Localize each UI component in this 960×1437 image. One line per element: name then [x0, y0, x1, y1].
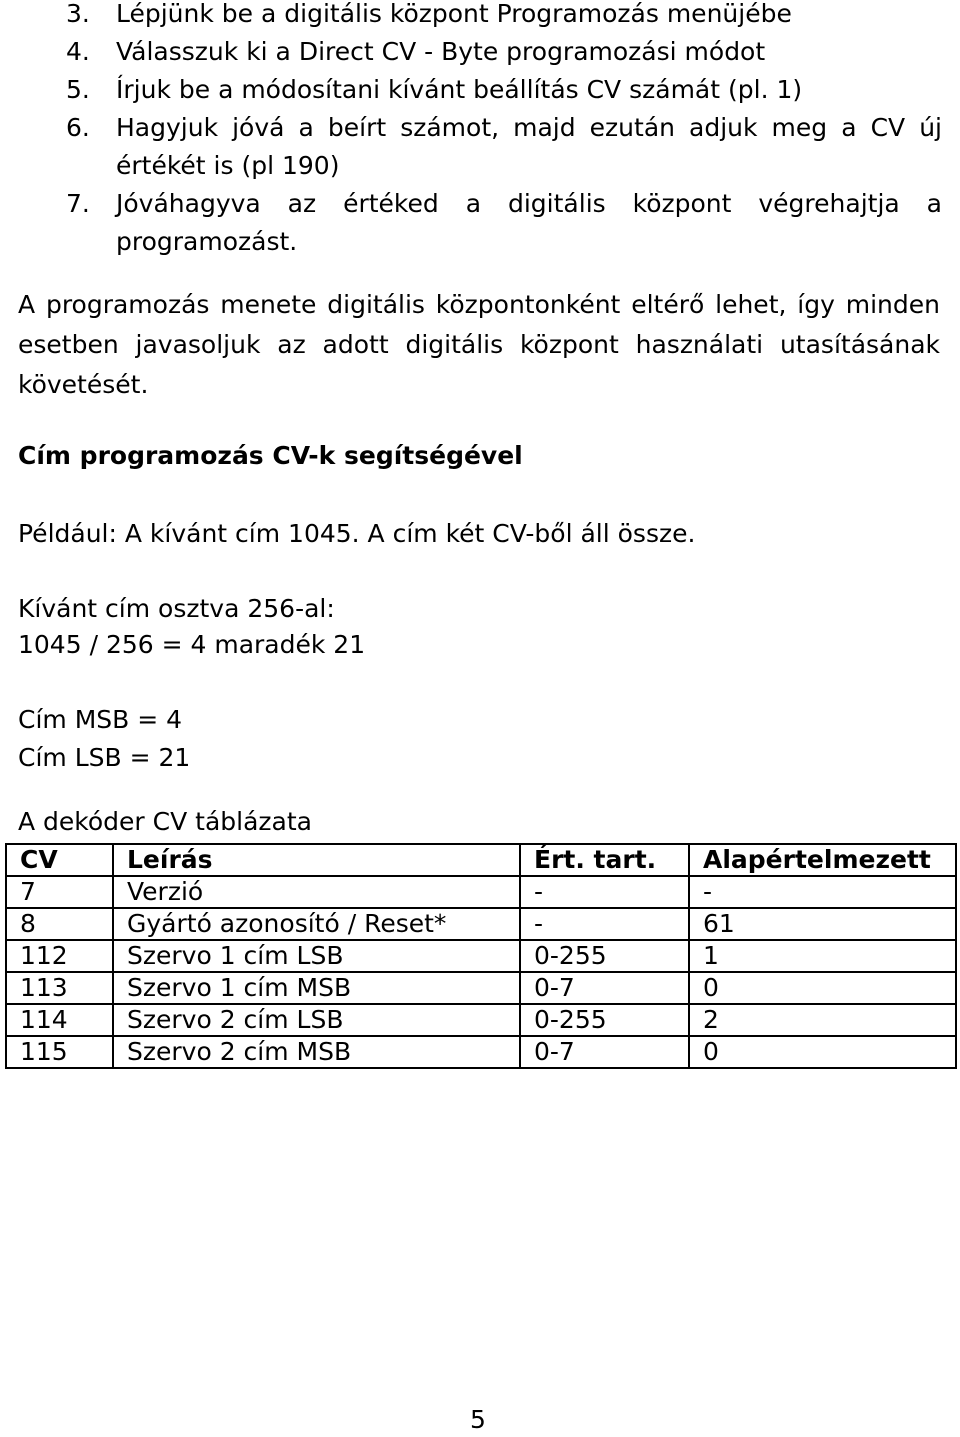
example-line: Például: A kívánt cím 1045. A cím két CV-ből áll össze.	[18, 519, 696, 548]
cell-description: Verzió	[113, 876, 520, 908]
step-text: Írjuk be a módosítani kívánt beállítás CV számát (pl. 1)	[116, 75, 803, 104]
cell-description: Gyártó azonosító / Reset*	[113, 908, 520, 940]
cv-table	[5, 843, 957, 1069]
cell-description: Szervo 2 cím LSB	[113, 1004, 520, 1036]
cell-range: -	[520, 908, 689, 940]
lsb-line: Cím LSB = 21	[18, 743, 191, 772]
cell-description: Szervo 2 cím MSB	[113, 1036, 520, 1068]
cell-cv: 7	[6, 876, 113, 908]
step-text: Lépjünk be a digitális központ Programozás menüjébe	[116, 0, 792, 28]
column-header-range: Ért. tart.	[520, 844, 689, 876]
cell-default: 0	[689, 972, 956, 1004]
column-header-description: Leírás	[113, 844, 520, 876]
step-number: 3.	[66, 0, 90, 28]
table-row	[6, 940, 956, 972]
cell-default: 2	[689, 1004, 956, 1036]
cell-default: 61	[689, 908, 956, 940]
cell-range: 0-255	[520, 1004, 689, 1036]
cell-description: Szervo 1 cím MSB	[113, 972, 520, 1004]
division-calculation: 1045 / 256 = 4 maradék 21	[18, 630, 366, 659]
page-number: 5	[470, 1405, 486, 1434]
cell-range: 0-7	[520, 972, 689, 1004]
step-number: 5.	[66, 75, 90, 104]
cell-default: 0	[689, 1036, 956, 1068]
table-row	[6, 876, 956, 908]
column-header-default: Alapértelmezett	[689, 844, 956, 876]
table-header-row	[6, 844, 956, 876]
table-row	[6, 972, 956, 1004]
msb-line: Cím MSB = 4	[18, 705, 183, 734]
step-text: Jóváhagyva az értéked a digitális központ végrehajtja a programozást.	[116, 189, 942, 256]
cell-range: 0-255	[520, 940, 689, 972]
column-header-cv: CV	[6, 844, 113, 876]
cell-default: 1	[689, 940, 956, 972]
step-number: 7.	[66, 189, 90, 218]
table-row	[6, 1036, 956, 1068]
cell-cv: 8	[6, 908, 113, 940]
step-text: Válasszuk ki a Direct CV - Byte programozási módot	[116, 37, 766, 66]
cell-range: -	[520, 876, 689, 908]
cell-default: -	[689, 876, 956, 908]
step-text: Hagyjuk jóvá a beírt számot, majd ezután adjuk meg a CV új értékét is (pl 190)	[116, 113, 942, 180]
step-number: 6.	[66, 113, 90, 142]
cell-range: 0-7	[520, 1036, 689, 1068]
table-title: A dekóder CV táblázata	[18, 807, 312, 836]
table-row	[6, 1004, 956, 1036]
step-number: 4.	[66, 37, 90, 66]
cell-cv: 114	[6, 1004, 113, 1036]
cell-description: Szervo 1 cím LSB	[113, 940, 520, 972]
cell-cv: 115	[6, 1036, 113, 1068]
section-heading: Cím programozás CV-k segítségével	[18, 441, 523, 470]
cell-cv: 112	[6, 940, 113, 972]
table-row	[6, 908, 956, 940]
cell-cv: 113	[6, 972, 113, 1004]
intro-paragraph: A programozás menete digitális központonként eltérő lehet, így minden esetben javasoljuk az adott digitális központ használati utasításának követését.	[18, 290, 940, 399]
division-label: Kívánt cím osztva 256-al:	[18, 594, 335, 623]
